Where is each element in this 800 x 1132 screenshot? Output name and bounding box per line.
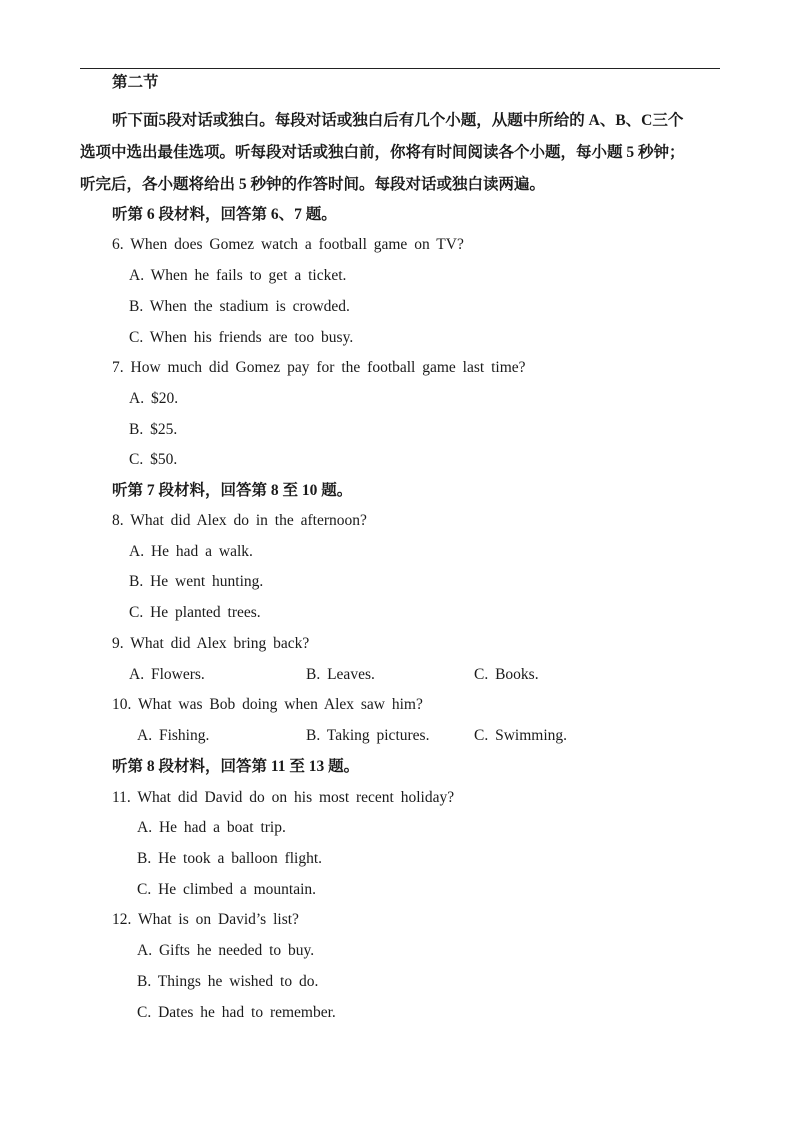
- question-8-stem: 8. What did Alex do in the afternoon?: [112, 512, 367, 529]
- instructions-line-1: 听下面5段对话或独白。每段对话或独白后有几个小题，从题中所给的 A、B、C三个: [112, 112, 684, 129]
- instructions-line-2: 选项中选出最佳选项。听每段对话或独白前，你将有时间阅读各个小题，每小题 5 秒钟；: [80, 144, 685, 161]
- top-rule: [80, 68, 720, 69]
- instructions-line-3: 听完后，各小题将给出 5 秒钟的作答时间。每段对话或独白读两遍。: [80, 176, 546, 193]
- question-7-option-b: B. $25.: [129, 421, 178, 438]
- question-12-stem: 12. What is on David’s list?: [112, 911, 299, 928]
- question-10-option-b: B. Taking pictures.: [306, 727, 430, 744]
- question-11-stem: 11. What did David do on his most recent holiday?: [112, 789, 455, 806]
- group-heading-1: 听第 6 段材料，回答第 6、7 题。: [112, 206, 337, 223]
- question-7-option-a: A. $20.: [129, 390, 179, 407]
- question-11-option-a: A. He had a boat trip.: [137, 819, 286, 836]
- question-6-option-c: C. When his friends are too busy.: [129, 329, 354, 346]
- question-12-option-a: A. Gifts he needed to buy.: [137, 942, 315, 959]
- question-7-option-c: C. $50.: [129, 451, 178, 468]
- question-9-stem: 9. What did Alex bring back?: [112, 635, 310, 652]
- question-8-option-a: A. He had a walk.: [129, 543, 253, 560]
- question-9-option-a: A. Flowers.: [129, 666, 205, 683]
- question-10-option-c: C. Swimming.: [474, 727, 568, 744]
- group-heading-2: 听第 7 段材料，回答第 8 至 10 题。: [112, 482, 353, 499]
- question-11-option-b: B. He took a balloon flight.: [137, 850, 323, 867]
- question-12-option-c: C. Dates he had to remember.: [137, 1004, 336, 1021]
- question-8-option-c: C. He planted trees.: [129, 604, 261, 621]
- question-7-stem: 7. How much did Gomez pay for the football game last time?: [112, 359, 526, 376]
- question-6-option-b: B. When the stadium is crowded.: [129, 298, 350, 315]
- question-9-option-b: B. Leaves.: [306, 666, 375, 683]
- question-8-option-b: B. He went hunting.: [129, 573, 264, 590]
- question-6-option-a: A. When he fails to get a ticket.: [129, 267, 347, 284]
- question-6-stem: 6. When does Gomez watch a football game on TV?: [112, 236, 464, 253]
- question-9-option-c: C. Books.: [474, 666, 539, 683]
- section-title: 第二节: [112, 74, 159, 91]
- question-11-option-c: C. He climbed a mountain.: [137, 881, 317, 898]
- question-12-option-b: B. Things he wished to do.: [137, 973, 319, 990]
- question-10-option-a: A. Fishing.: [137, 727, 210, 744]
- question-10-stem: 10. What was Bob doing when Alex saw him?: [112, 696, 423, 713]
- group-heading-3: 听第 8 段材料，回答第 11 至 13 题。: [112, 758, 360, 775]
